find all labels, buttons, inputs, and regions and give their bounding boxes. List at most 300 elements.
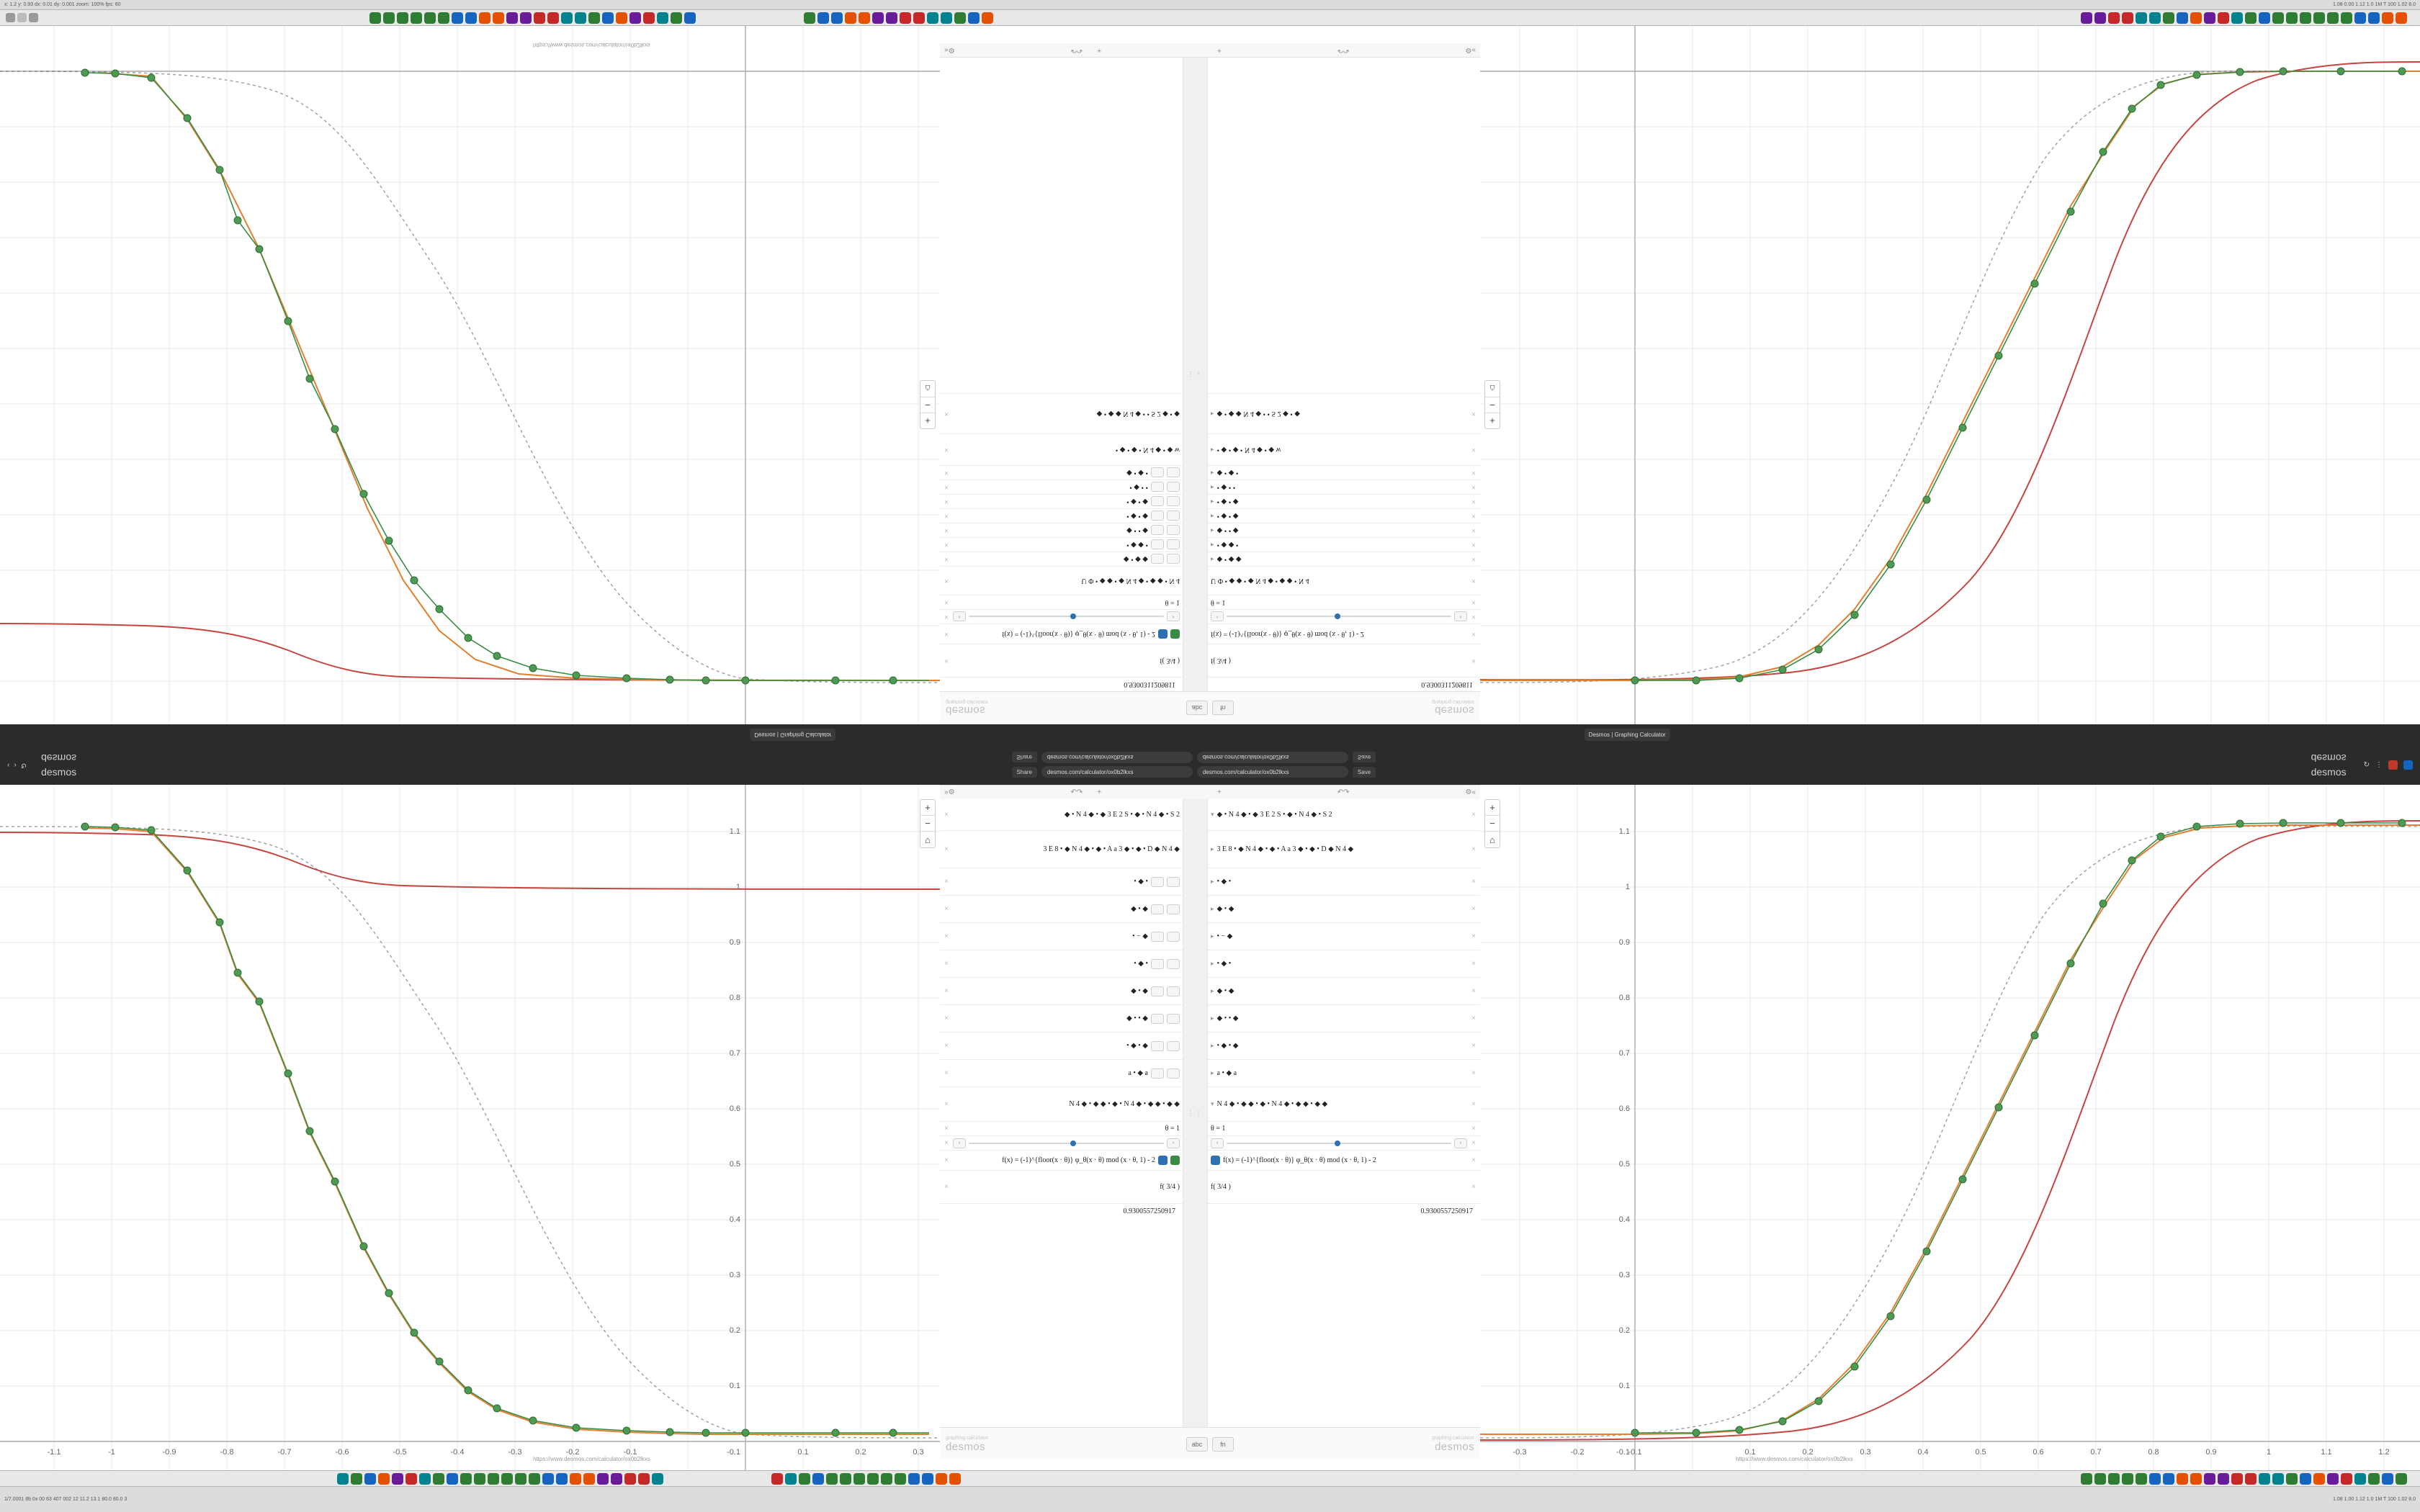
expression-text[interactable]: • ◆ • • xyxy=(1129,483,1148,491)
slider-track[interactable] xyxy=(1227,1143,1451,1144)
expression-function[interactable]: f(x) = (-1)^{floor(x · θ)} φ_θ(x · θ) mod (x · θ, 1) - 2 xyxy=(1211,630,1364,638)
reload-icon[interactable]: ↻ xyxy=(20,760,27,769)
style-button[interactable] xyxy=(1167,497,1180,507)
expression-text[interactable]: • − ◆ xyxy=(1216,932,1233,940)
taskbar-app-icon[interactable] xyxy=(2245,1473,2257,1485)
expression-function[interactable]: f(x) = (-1)^{floor(x · θ)} φ_θ(x · θ) mod (x · θ, 1) - 2 xyxy=(1002,630,1155,638)
color-button[interactable] xyxy=(1151,468,1164,478)
taskbar-app-icon[interactable] xyxy=(785,1473,797,1485)
collapse-panel-icon[interactable]: « xyxy=(1471,46,1476,54)
taskbar-app-icon[interactable] xyxy=(2313,12,2325,24)
expand-arrow-icon[interactable]: ▸ xyxy=(1211,556,1214,563)
undo-icon[interactable]: ↶ xyxy=(1070,46,1077,54)
taskbar-app-icon[interactable] xyxy=(337,1473,349,1485)
note-text[interactable]: U Φ • ◆ ◆ • ◆ N 4 ◆ • ◆ ◆ • N 4 xyxy=(1081,577,1180,585)
taskbar-app-icon[interactable] xyxy=(542,1473,554,1485)
expression-row[interactable] xyxy=(940,1005,1183,1032)
taskbar-app-icon[interactable] xyxy=(575,12,586,24)
taskbar-app-icon[interactable] xyxy=(2204,12,2215,24)
taskbar-app-icon[interactable] xyxy=(383,12,395,24)
delete-expression-icon[interactable]: × xyxy=(1471,1069,1476,1077)
taskbar-app-icon[interactable] xyxy=(597,1473,609,1485)
color-button[interactable] xyxy=(1151,482,1164,492)
panel-toolbar-bottom[interactable] xyxy=(940,785,1480,799)
style-button[interactable] xyxy=(1167,986,1180,996)
note-row[interactable] xyxy=(1208,1087,1480,1122)
slider-row[interactable] xyxy=(940,609,1183,624)
expression-row[interactable] xyxy=(1208,552,1480,566)
slider-step-back-button[interactable]: ‹ xyxy=(1211,612,1224,622)
taskbar-app-icon[interactable] xyxy=(583,1473,595,1485)
expand-arrow-icon[interactable]: ▾ xyxy=(1211,1100,1214,1107)
taskbar-app-icon[interactable] xyxy=(2245,12,2257,24)
taskbar-app-icon[interactable] xyxy=(570,1473,581,1485)
graph-canvas-top-left[interactable] xyxy=(0,26,940,724)
delete-expression-icon[interactable]: × xyxy=(944,555,949,563)
taskbar-app-icon[interactable] xyxy=(949,1473,961,1485)
expand-arrow-icon[interactable]: ▸ xyxy=(1211,484,1214,491)
color-swatch-icon[interactable] xyxy=(1211,1156,1220,1165)
expand-arrow-icon[interactable]: ▸ xyxy=(1211,1042,1214,1049)
slider-step-back-button[interactable]: ‹ xyxy=(953,612,966,622)
taskbar-app-icon[interactable] xyxy=(534,12,545,24)
expand-arrow-icon[interactable]: ▸ xyxy=(1211,1069,1214,1076)
taskbar-left-group-bottom[interactable] xyxy=(337,1473,663,1485)
slider-knob[interactable] xyxy=(1070,1140,1076,1146)
expression-list-left[interactable] xyxy=(940,58,1183,691)
expression-text[interactable]: a • ◆ a xyxy=(1128,1069,1148,1077)
browser-tab-left[interactable]: Desmos | Graphing Calculator xyxy=(750,729,835,741)
expression-text[interactable]: ◆ • • ◆ xyxy=(1126,1014,1148,1022)
delete-expression-icon[interactable]: × xyxy=(1471,512,1476,520)
expression-row[interactable] xyxy=(1208,896,1480,923)
expression-text[interactable]: ◆ • ◆ ◆ xyxy=(1123,555,1148,563)
expression-row[interactable] xyxy=(1208,978,1480,1005)
taskbar-app-icon[interactable] xyxy=(886,12,897,24)
taskbar-app-icon[interactable] xyxy=(2327,12,2339,24)
expand-arrow-icon[interactable]: ▾ xyxy=(1211,811,1214,818)
address-bar-bottom[interactable]: desmos.com/calculator/ox0b2lkxs xyxy=(1041,766,1193,778)
note-text[interactable]: U Φ • ◆ ◆ • ◆ N 4 ◆ • ◆ ◆ • N 4 xyxy=(1211,577,1309,585)
style-button[interactable] xyxy=(1167,468,1180,478)
delete-expression-icon[interactable]: × xyxy=(1471,811,1476,819)
expression-row[interactable] xyxy=(940,868,1183,896)
color-button[interactable] xyxy=(1151,1014,1164,1024)
undo-icon-2[interactable]: ↶ xyxy=(1337,46,1344,54)
slider-step-forward-button[interactable]: › xyxy=(1454,1138,1467,1148)
expression-row[interactable] xyxy=(940,494,1183,508)
taskbar-app-icon[interactable] xyxy=(2300,1473,2311,1485)
taskbar-app-icon[interactable] xyxy=(2354,12,2366,24)
expression-fraction[interactable]: f( 3/4 ) xyxy=(1160,1183,1180,1191)
theta-assignment[interactable]: θ = 1 xyxy=(1211,1125,1226,1133)
theta-assignment[interactable]: θ = 1 xyxy=(1211,598,1226,606)
delete-expression-icon[interactable]: × xyxy=(1471,657,1476,665)
expand-arrow-icon[interactable]: ▸ xyxy=(1211,498,1214,505)
delete-expression-icon[interactable]: × xyxy=(944,1100,949,1108)
delete-expression-icon[interactable]: × xyxy=(1471,905,1476,913)
taskbar-app-icon[interactable] xyxy=(2259,12,2270,24)
taskbar-app-icon[interactable] xyxy=(982,12,993,24)
note-row[interactable] xyxy=(1208,799,1480,831)
color-button[interactable] xyxy=(1151,904,1164,914)
delete-expression-icon[interactable]: × xyxy=(1471,1042,1476,1050)
theta-assignment[interactable]: θ = 1 xyxy=(1165,598,1180,606)
taskbar-app-icon[interactable] xyxy=(2327,1473,2339,1485)
taskbar-app-icon[interactable] xyxy=(853,1473,865,1485)
zoom-in-button[interactable]: + xyxy=(1485,413,1500,428)
value-readout-row[interactable] xyxy=(1208,1204,1480,1218)
delete-expression-icon[interactable]: × xyxy=(944,878,949,886)
delete-expression-icon[interactable]: × xyxy=(1471,1125,1476,1133)
taskbar-app-icon[interactable] xyxy=(2204,1473,2215,1485)
taskbar-app-icon[interactable] xyxy=(501,1473,513,1485)
home-button[interactable]: ⌂ xyxy=(925,834,931,845)
expression-text[interactable]: ◆ • ◆ xyxy=(1131,905,1148,913)
color-button[interactable] xyxy=(1151,877,1164,887)
add-expression-icon[interactable]: + xyxy=(1097,46,1102,54)
expression-row[interactable] xyxy=(940,523,1183,537)
expression-text[interactable]: ◆ • • ◆ xyxy=(1216,526,1239,534)
expression-row[interactable] xyxy=(1208,644,1480,677)
expression-text[interactable]: • ◆ • ◆ xyxy=(1216,1042,1239,1050)
delete-expression-icon[interactable]: × xyxy=(944,446,949,454)
expression-fraction[interactable]: f( 3/4 ) xyxy=(1211,1183,1231,1191)
taskbar-app-icon[interactable] xyxy=(392,1473,403,1485)
browser-chrome-lower[interactable] xyxy=(0,744,2420,785)
delete-expression-icon[interactable]: × xyxy=(944,541,949,549)
taskbar-app-icon[interactable] xyxy=(424,12,436,24)
note-text[interactable]: 3 E 8 • ◆ N 4 ◆ • ◆ • A a 3 ◆ • ◆ • D ◆ N 4 ◆ xyxy=(1043,845,1180,853)
taskbar-app-icon[interactable] xyxy=(2136,1473,2147,1485)
taskbar-app-icon[interactable] xyxy=(2313,1473,2325,1485)
taskbar-app-icon[interactable] xyxy=(922,1473,933,1485)
graph-zoom-controls-bottom-right[interactable] xyxy=(1484,799,1500,848)
style-button[interactable] xyxy=(1167,932,1180,942)
address-bar-top-2[interactable]: desmos.com/calculator/ox0b2lkxs xyxy=(1197,752,1348,763)
home-button[interactable]: ⌂ xyxy=(1489,834,1495,845)
taskbar-app-icon[interactable] xyxy=(2396,1473,2407,1485)
color-button[interactable] xyxy=(1151,1041,1164,1051)
expression-fraction[interactable]: f( 3/4 ) xyxy=(1160,657,1180,665)
taskbar-app-icon[interactable] xyxy=(474,1473,485,1485)
share-button-bottom[interactable]: Share xyxy=(1012,767,1037,778)
expression-row[interactable] xyxy=(940,465,1183,480)
taskbar-app-icon[interactable] xyxy=(799,1473,810,1485)
note-row[interactable] xyxy=(940,799,1183,831)
slider-knob[interactable] xyxy=(1335,1140,1340,1146)
taskbar-app-icon[interactable] xyxy=(611,1473,622,1485)
delete-expression-icon[interactable]: × xyxy=(1471,446,1476,454)
note-row[interactable] xyxy=(940,393,1183,433)
taskbar-app-icon[interactable] xyxy=(364,1473,376,1485)
expression-text[interactable]: ◆ • • ◆ xyxy=(1216,1014,1239,1022)
expression-text[interactable]: ◆ • • ◆ xyxy=(1126,526,1148,534)
expression-row[interactable] xyxy=(1208,1060,1480,1087)
expression-row[interactable] xyxy=(940,480,1183,494)
expression-row[interactable] xyxy=(1208,465,1480,480)
panel-resize-handle[interactable]: ⋮⋮ xyxy=(1183,58,1208,691)
keypad-fn-button[interactable]: fn xyxy=(1212,701,1234,716)
theta-assignment[interactable]: θ = 1 xyxy=(1165,1125,1180,1133)
panel-header-bottom[interactable] xyxy=(940,1427,1480,1460)
taskbar-app-icon[interactable] xyxy=(2177,12,2188,24)
expression-text[interactable]: ◆ • ◆ • xyxy=(1126,469,1148,477)
expression-row[interactable] xyxy=(940,1122,1183,1136)
color-swatch-icon[interactable] xyxy=(1170,1156,1180,1165)
expression-panel-bottom[interactable] xyxy=(940,785,1480,1476)
color-swatch-icon[interactable] xyxy=(1170,629,1180,639)
delete-expression-icon[interactable]: × xyxy=(944,512,949,520)
expression-text[interactable]: • ◆ • xyxy=(1134,878,1148,886)
expand-arrow-icon[interactable]: ▸ xyxy=(1211,527,1214,534)
expression-row[interactable] xyxy=(1208,868,1480,896)
value-readout-row[interactable] xyxy=(940,1204,1183,1218)
taskbar-app-icon[interactable] xyxy=(954,12,966,24)
extension-icon[interactable] xyxy=(2388,760,2398,770)
window-icon[interactable] xyxy=(6,13,15,22)
taskbar-app-icon[interactable] xyxy=(2286,12,2298,24)
add-expression-icon-2[interactable]: + xyxy=(1217,46,1222,54)
expression-text[interactable]: ◆ • ◆ xyxy=(1216,905,1234,913)
delete-expression-icon[interactable]: × xyxy=(944,987,949,995)
taskbar-app-icon[interactable] xyxy=(2272,1473,2284,1485)
note-row[interactable] xyxy=(1208,393,1480,433)
delete-expression-icon[interactable]: × xyxy=(944,498,949,505)
expression-text[interactable]: ◆ • ◆ ◆ xyxy=(1216,555,1242,563)
style-button[interactable] xyxy=(1167,904,1180,914)
taskbar-app-icon[interactable] xyxy=(2368,12,2380,24)
expression-row[interactable] xyxy=(1208,537,1480,552)
style-button[interactable] xyxy=(1167,540,1180,550)
expression-row[interactable] xyxy=(1208,595,1480,609)
delete-expression-icon[interactable]: × xyxy=(1471,845,1476,853)
delete-expression-icon[interactable]: × xyxy=(1471,1014,1476,1022)
save-button-top[interactable]: Save xyxy=(1353,752,1376,763)
taskbar-app-icon[interactable] xyxy=(2163,1473,2174,1485)
expression-list-right[interactable] xyxy=(1208,58,1480,691)
delete-expression-icon[interactable]: × xyxy=(944,1069,949,1077)
taskbar-app-icon[interactable] xyxy=(859,12,870,24)
delete-expression-icon[interactable]: × xyxy=(1471,577,1476,585)
taskbar-app-icon[interactable] xyxy=(2149,1473,2161,1485)
graph-pane-bottom-right[interactable] xyxy=(1480,785,2420,1476)
expression-text[interactable]: • ◆ • xyxy=(1134,960,1148,968)
taskbar-app-icon[interactable] xyxy=(433,1473,444,1485)
taskbar-app-icon[interactable] xyxy=(826,1473,838,1485)
os-top-thin-bar[interactable] xyxy=(0,0,2420,10)
zoom-out-button[interactable]: − xyxy=(1485,397,1500,413)
home-button[interactable]: ⌂ xyxy=(925,383,931,395)
expand-arrow-icon[interactable]: ▸ xyxy=(1211,469,1214,477)
taskbar-app-icon[interactable] xyxy=(941,12,952,24)
expression-list-right-bottom[interactable] xyxy=(1208,799,1480,1427)
expression-text[interactable]: • ◆ • ◆ xyxy=(1126,498,1148,505)
taskbar-app-icon[interactable] xyxy=(867,1473,879,1485)
add-expression-icon[interactable]: + xyxy=(1097,788,1102,796)
os-bottom-status-bar[interactable] xyxy=(0,1486,2420,1512)
color-button[interactable] xyxy=(1151,932,1164,942)
delete-expression-icon[interactable]: × xyxy=(944,1014,949,1022)
expand-panel-icon[interactable]: » xyxy=(944,788,949,796)
note-row[interactable] xyxy=(940,1087,1183,1122)
delete-expression-icon[interactable]: × xyxy=(1471,469,1476,477)
expression-row[interactable] xyxy=(940,978,1183,1005)
note-text[interactable]: ◆ • ◆ ◆ N 4 ◆ • • S 2 ◆ • ◆ xyxy=(1216,410,1300,418)
delete-expression-icon[interactable]: × xyxy=(944,598,949,606)
delete-expression-icon[interactable]: × xyxy=(944,526,949,534)
expression-row[interactable] xyxy=(940,624,1183,644)
profile-avatar[interactable] xyxy=(2403,760,2413,770)
expression-row[interactable] xyxy=(1208,1171,1480,1204)
taskbar-app-icon[interactable] xyxy=(2122,12,2133,24)
window-controls-left[interactable] xyxy=(6,13,38,22)
panel-resize-handle-bottom[interactable]: ⋮⋮ xyxy=(1183,799,1208,1427)
delete-expression-icon[interactable]: × xyxy=(1471,483,1476,491)
style-button[interactable] xyxy=(1167,1014,1180,1024)
expression-panel-bottom-inner[interactable] xyxy=(940,785,1480,1476)
delete-expression-icon[interactable]: × xyxy=(944,469,949,477)
expression-panel-top-inner[interactable] xyxy=(940,26,1480,724)
expression-function[interactable]: f(x) = (-1)^{floor(x · θ)} φ_θ(x · θ) mod (x · θ, 1) - 2 xyxy=(1002,1156,1155,1164)
taskbar-app-icon[interactable] xyxy=(419,1473,431,1485)
note-row[interactable] xyxy=(1208,566,1480,595)
expression-text[interactable]: ◆ • ◆ • xyxy=(1216,469,1239,477)
note-row[interactable] xyxy=(940,831,1183,868)
note-text[interactable]: ◆ • ◆ ◆ N 4 ◆ • • S 2 ◆ • ◆ xyxy=(1096,410,1180,418)
expression-row[interactable] xyxy=(940,508,1183,523)
expression-fraction[interactable]: f( 3/4 ) xyxy=(1211,657,1231,665)
taskbar-app-icon[interactable] xyxy=(2382,1473,2393,1485)
taskbar-app-icon[interactable] xyxy=(908,1473,920,1485)
note-text[interactable]: • ◆ • ◆ • N 4 ◆ • ◆ w xyxy=(1216,446,1281,454)
value-readout-row[interactable] xyxy=(1208,677,1480,691)
graph-pane-top-right[interactable] xyxy=(1480,26,2420,724)
browser-chrome-upper[interactable] xyxy=(0,724,2420,744)
zoom-in-button[interactable]: + xyxy=(920,413,935,428)
panel-header-top[interactable] xyxy=(940,691,1480,724)
slider-step-forward-button[interactable]: › xyxy=(1454,612,1467,622)
taskbar-app-icon[interactable] xyxy=(556,1473,568,1485)
taskbar-app-icon[interactable] xyxy=(2396,12,2407,24)
graph-pane-top-left[interactable] xyxy=(0,26,940,724)
taskbar-app-icon[interactable] xyxy=(881,1473,892,1485)
style-button[interactable] xyxy=(1167,526,1180,536)
expression-row[interactable] xyxy=(940,950,1183,978)
delete-expression-icon[interactable]: × xyxy=(1471,878,1476,886)
window-icon[interactable] xyxy=(17,13,27,22)
taskbar-app-icon[interactable] xyxy=(840,1473,851,1485)
taskbar-app-icon[interactable] xyxy=(895,1473,906,1485)
expression-row[interactable] xyxy=(940,923,1183,950)
redo-icon[interactable]: ↷ xyxy=(1076,46,1083,54)
taskbar-app-icon[interactable] xyxy=(506,12,518,24)
expression-row[interactable] xyxy=(1208,494,1480,508)
delete-expression-icon[interactable]: × xyxy=(1471,613,1476,621)
taskbar-app-icon[interactable] xyxy=(927,12,938,24)
delete-expression-icon[interactable]: × xyxy=(1471,598,1476,606)
taskbar-center-group-bottom[interactable] xyxy=(771,1473,961,1485)
expression-panel-top[interactable] xyxy=(940,26,1480,724)
keypad-abc-button-bottom[interactable]: abc xyxy=(1186,1437,1208,1452)
taskbar-app-icon[interactable] xyxy=(378,1473,390,1485)
taskbar-app-icon[interactable] xyxy=(2136,12,2147,24)
expression-row[interactable] xyxy=(1208,508,1480,523)
taskbar-app-icon[interactable] xyxy=(2163,12,2174,24)
graph-zoom-controls-top-right[interactable] xyxy=(1484,380,1500,429)
slider-row[interactable] xyxy=(940,1136,1183,1151)
expand-arrow-icon[interactable]: ▸ xyxy=(1211,513,1214,520)
taskbar-app-icon[interactable] xyxy=(2108,1473,2120,1485)
value-readout-row[interactable] xyxy=(940,677,1183,691)
taskbar-app-icon[interactable] xyxy=(351,1473,362,1485)
taskbar-app-icon[interactable] xyxy=(616,12,627,24)
taskbar-app-icon[interactable] xyxy=(812,1473,824,1485)
expression-row[interactable] xyxy=(940,1060,1183,1087)
taskbar-app-icon[interactable] xyxy=(447,1473,458,1485)
taskbar-app-icon[interactable] xyxy=(2190,12,2202,24)
expression-text[interactable]: • ◆ • xyxy=(1216,878,1232,886)
expression-row[interactable] xyxy=(1208,1122,1480,1136)
taskbar-app-icon[interactable] xyxy=(369,12,381,24)
delete-expression-icon[interactable]: × xyxy=(1471,555,1476,563)
zoom-out-button[interactable]: − xyxy=(920,397,935,413)
note-text[interactable]: N 4 ◆ • ◆ ◆ • ◆ • N 4 ◆ • ◆ ◆ • ◆ ◆ xyxy=(1069,1099,1180,1108)
taskbar-app-icon[interactable] xyxy=(2231,1473,2243,1485)
taskbar-app-icon[interactable] xyxy=(547,12,559,24)
keypad-fn-button-bottom[interactable]: fn xyxy=(1212,1437,1234,1452)
taskbar-app-icon[interactable] xyxy=(2094,1473,2106,1485)
expression-text[interactable]: a • ◆ a xyxy=(1216,1069,1237,1077)
window-icon[interactable] xyxy=(29,13,38,22)
style-button[interactable] xyxy=(1167,877,1180,887)
redo-icon-2[interactable]: ↷ xyxy=(1343,788,1350,796)
color-button[interactable] xyxy=(1151,554,1164,564)
color-button[interactable] xyxy=(1151,986,1164,996)
delete-expression-icon[interactable]: × xyxy=(944,657,949,665)
graph-zoom-controls-bottom-left[interactable] xyxy=(920,799,936,848)
add-expression-icon-2[interactable]: + xyxy=(1217,788,1222,796)
taskbar-app-icon[interactable] xyxy=(2341,12,2352,24)
graph-canvas-top-right[interactable] xyxy=(1480,26,2420,724)
delete-expression-icon[interactable]: × xyxy=(944,845,949,853)
delete-expression-icon[interactable]: × xyxy=(944,630,949,638)
collapse-panel-icon[interactable]: « xyxy=(1471,788,1476,796)
color-button[interactable] xyxy=(1151,1068,1164,1079)
taskbar-app-icon[interactable] xyxy=(588,12,600,24)
delete-expression-icon[interactable]: × xyxy=(944,1042,949,1050)
expand-arrow-icon[interactable]: ▸ xyxy=(1211,410,1214,418)
os-top-dock[interactable] xyxy=(0,10,2420,26)
taskbar-app-icon[interactable] xyxy=(2300,12,2311,24)
address-bar-top[interactable]: desmos.com/calculator/ox0b2lkxs xyxy=(1041,752,1193,763)
slider-track[interactable] xyxy=(969,616,1164,618)
note-row[interactable] xyxy=(1208,433,1480,465)
delete-expression-icon[interactable]: × xyxy=(944,483,949,491)
taskbar-app-icon[interactable] xyxy=(515,1473,526,1485)
taskbar-app-icon[interactable] xyxy=(624,1473,636,1485)
expression-function[interactable]: f(x) = (-1)^{floor(x · θ)} φ_θ(x · θ) mod (x · θ, 1) - 2 xyxy=(1223,1156,1376,1164)
expression-row[interactable] xyxy=(940,1032,1183,1060)
settings-gear-icon-2[interactable]: ⚙ xyxy=(1465,788,1472,796)
delete-expression-icon[interactable]: × xyxy=(944,410,949,418)
os-bottom-dock[interactable] xyxy=(0,1470,2420,1486)
delete-expression-icon[interactable]: × xyxy=(944,905,949,913)
graph-canvas-bottom-right[interactable] xyxy=(1480,785,2420,1476)
note-row[interactable] xyxy=(1208,831,1480,868)
note-row[interactable] xyxy=(940,566,1183,595)
slider-step-forward-button[interactable]: › xyxy=(1167,612,1180,622)
